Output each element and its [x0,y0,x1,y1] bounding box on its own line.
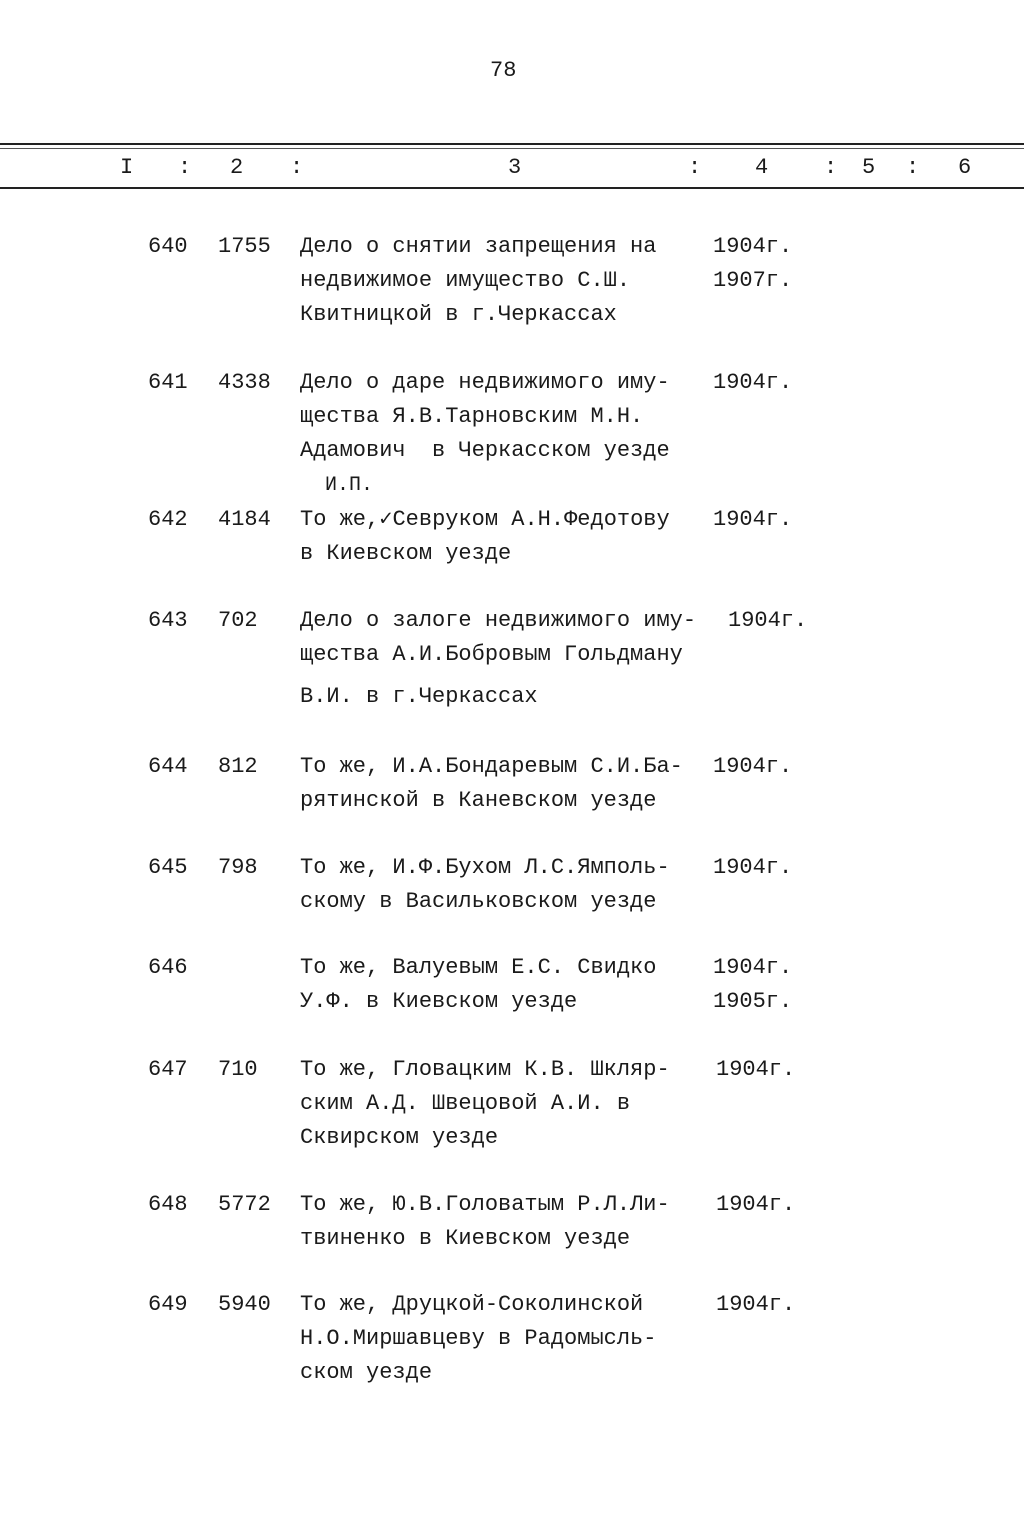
date-range: 1907г. [713,268,793,293]
description-line: Дело о даре недвижимого иму- [300,370,670,395]
handwritten-note: И.П. [325,474,374,497]
date-range: 1904г. [713,507,793,532]
description-line: То же,✓Севруком А.Н.Федотову [300,507,670,532]
date-range: 1904г. [713,754,793,779]
description-line: То же, Гловацким К.В. Шкляр- [300,1057,670,1082]
row-number: 640 [148,234,188,259]
column-separator: : [906,155,920,180]
date-range: 1904г. [713,955,793,980]
description-line: То же, И.А.Бондаревым С.И.Ба- [300,754,683,779]
row-number: 645 [148,855,188,880]
date-range: 1905г. [713,989,793,1014]
file-code: 1755 [218,234,271,259]
description-line: рятинской в Каневском уезде [300,788,657,813]
column-number: 2 [230,155,244,180]
description-line: То же, И.Ф.Бухом Л.С.Ямполь- [300,855,670,880]
row-number: 647 [148,1057,188,1082]
description-line: в Киевском уезде [300,541,512,566]
description-line: То же, Ю.В.Головатым Р.Л.Ли- [300,1192,670,1217]
row-number: 644 [148,754,188,779]
column-number: 3 [508,155,522,180]
description-line: щества Я.В.Тарновским М.Н. [300,404,644,429]
header-top-rule-thin [0,148,1024,149]
file-code: 4184 [218,507,271,532]
header-top-rule [0,143,1024,145]
description-line: ским А.Д. Швецовой А.И. в [300,1091,631,1116]
header-bottom-rule [0,187,1024,189]
description-line: Дело о залоге недвижимого иму- [300,608,697,633]
description-line: твиненко в Киевском уезде [300,1226,631,1251]
column-number: 4 [755,155,769,180]
column-number: 5 [862,155,876,180]
description-line: Н.О.Миршавцеву в Радомысль- [300,1326,657,1351]
description-line: скому в Васильковском уезде [300,889,657,914]
column-separator: : [178,155,192,180]
file-code: 4338 [218,370,271,395]
date-range: 1904г. [716,1057,796,1082]
description-line: Квитницкой в г.Черкассах [300,302,617,327]
column-separator: : [688,155,702,180]
file-code: 710 [218,1057,258,1082]
date-range: 1904г. [713,234,793,259]
file-code: 798 [218,855,258,880]
description-line: Сквирском уезде [300,1125,499,1150]
column-number: 6 [958,155,972,180]
column-separator: : [824,155,838,180]
description-line: Адамович в Черкасском уезде [300,438,670,463]
date-range: 1904г. [728,608,808,633]
description-line: Дело о снятии запрещения на [300,234,657,259]
row-number: 646 [148,955,188,980]
description-line: То же, Валуевым Е.С. Свидко [300,955,657,980]
description-line: ском уезде [300,1360,433,1385]
column-separator: : [290,155,304,180]
page-number: 78 [490,58,517,83]
date-range: 1904г. [713,370,793,395]
row-number: 641 [148,370,188,395]
file-code: 5940 [218,1292,271,1317]
file-code: 812 [218,754,258,779]
description-line: То же, Друцкой-Соколинской [300,1292,644,1317]
row-number: 648 [148,1192,188,1217]
description-line: В.И. в г.Черкассах [300,684,538,709]
date-range: 1904г. [716,1192,796,1217]
row-number: 642 [148,507,188,532]
row-number: 649 [148,1292,188,1317]
date-range: 1904г. [716,1292,796,1317]
file-code: 702 [218,608,258,633]
file-code: 5772 [218,1192,271,1217]
column-number: I [120,155,134,180]
description-line: У.Ф. в Киевском уезде [300,989,578,1014]
row-number: 643 [148,608,188,633]
description-line: щества А.И.Бобровым Гольдману [300,642,683,667]
date-range: 1904г. [713,855,793,880]
description-line: недвижимое имущество С.Ш. [300,268,631,293]
